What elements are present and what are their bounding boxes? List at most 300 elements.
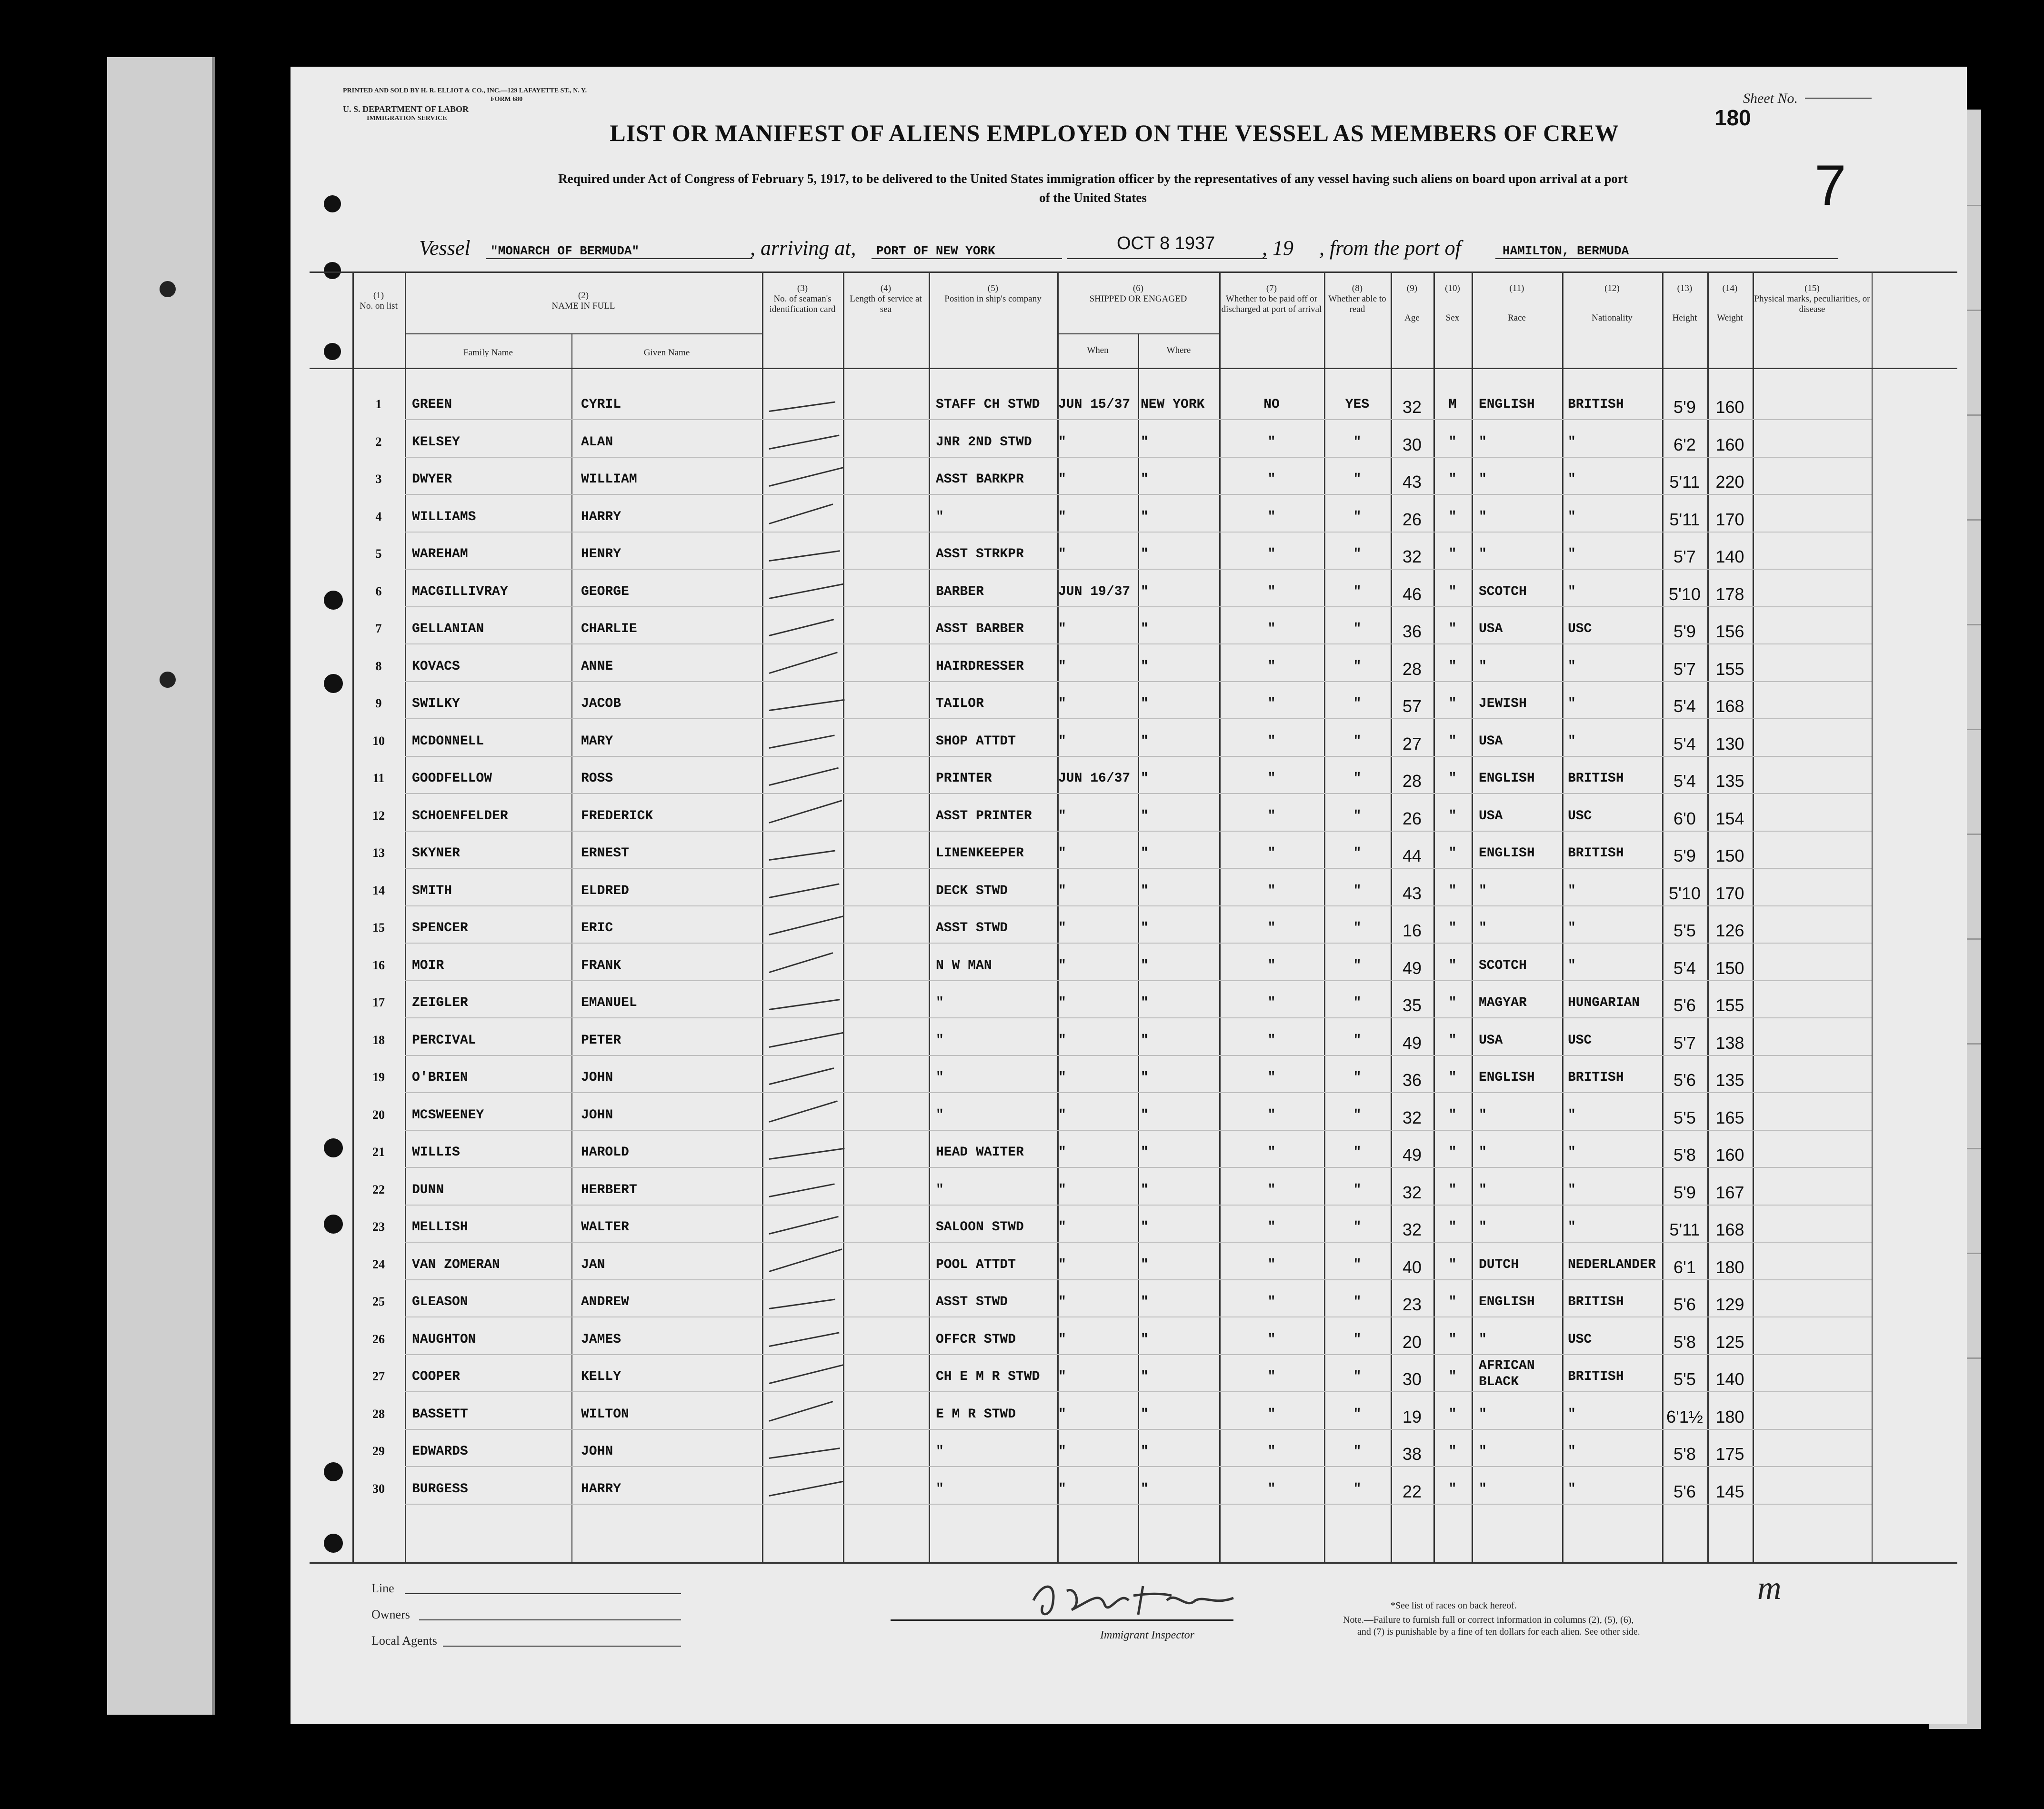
- cell-where: ": [1141, 1332, 1149, 1347]
- cell-family: DUNN: [412, 1182, 444, 1197]
- cell-height: 5'8: [1673, 1145, 1696, 1165]
- cell-nationality: ": [1568, 1407, 1576, 1422]
- cell-age: 19: [1402, 1407, 1422, 1427]
- cell-race: DUTCH: [1479, 1257, 1519, 1272]
- vessel-underline: [486, 258, 752, 259]
- cell-sex: ": [1448, 883, 1457, 898]
- cell-family: VAN ZOMERAN: [412, 1257, 500, 1272]
- cell-position: E M R STWD: [936, 1407, 1016, 1422]
- cell-position: ": [936, 1481, 944, 1497]
- cell-given: FRANK: [581, 958, 621, 973]
- cell-position: ASST STWD: [936, 1295, 1008, 1309]
- cell-family: SCHOENFELDER: [412, 808, 508, 824]
- col-age-header: (9) Age: [1404, 283, 1420, 323]
- cell-paid: ": [1267, 696, 1276, 711]
- cell-position: LINENKEEPER: [936, 846, 1024, 861]
- cell-when: ": [1058, 434, 1066, 450]
- binding-strip: [107, 57, 215, 1715]
- cell-family: O'BRIEN: [412, 1070, 468, 1085]
- cell-where: ": [1141, 509, 1149, 524]
- cell-weight: 150: [1715, 846, 1744, 865]
- arrival-port: PORT OF NEW YORK: [876, 244, 995, 258]
- cell-where: ": [1141, 659, 1149, 674]
- cell-age: 43: [1402, 472, 1422, 492]
- cell-paid: ": [1267, 584, 1276, 599]
- date-underline: [1067, 258, 1267, 259]
- cell-given: JOHN: [581, 1107, 613, 1123]
- col-sex-header: (10) Sex: [1445, 283, 1460, 323]
- cell-family: MCDONNELL: [412, 734, 484, 749]
- row-rule: [405, 1055, 1872, 1056]
- idcard-checkmark: [769, 999, 840, 1010]
- cell-given: HARRY: [581, 1481, 621, 1497]
- cell-weight: 154: [1715, 808, 1744, 828]
- cell-paid: ": [1267, 995, 1276, 1010]
- cell-no: 9: [375, 696, 382, 710]
- cell-where: ": [1141, 1145, 1149, 1160]
- cell-height: 5'9: [1673, 397, 1696, 417]
- cell-family: BURGESS: [412, 1481, 468, 1497]
- cell-position: N W MAN: [936, 958, 992, 973]
- cell-sex: ": [1448, 921, 1457, 935]
- cell-age: 28: [1402, 659, 1422, 679]
- cell-when: ": [1058, 734, 1066, 749]
- punch-hole: [324, 1534, 343, 1553]
- cell-position: ": [936, 1033, 944, 1048]
- cell-weight: 126: [1715, 921, 1744, 940]
- cell-given: ELDRED: [581, 883, 629, 898]
- cell-age: 26: [1402, 808, 1422, 828]
- cell-read: ": [1353, 734, 1362, 749]
- cell-sex: ": [1448, 622, 1457, 636]
- cell-no: 11: [372, 771, 385, 785]
- races-note: *See list of races on back hereof.: [1391, 1600, 1517, 1611]
- cell-where: ": [1141, 584, 1149, 599]
- row-rule: [405, 1242, 1872, 1243]
- row-rule: [405, 1167, 1872, 1168]
- cell-no: 24: [372, 1257, 385, 1271]
- cell-paid: ": [1267, 1033, 1276, 1048]
- cell-no: 18: [372, 1033, 385, 1047]
- cell-position: ASST PRINTER: [936, 808, 1032, 824]
- penalty-note-2: and (7) is punishable by a fine of ten dollars for each alien. See other side.: [1357, 1627, 1640, 1637]
- idcard-checkmark: [769, 883, 840, 898]
- col-service-header: (4) Length of service at sea: [850, 283, 922, 314]
- cell-family: ZEIGLER: [412, 995, 468, 1010]
- cell-read: YES: [1345, 397, 1370, 412]
- cell-position: DECK STWD: [936, 883, 1008, 898]
- cell-read: ": [1353, 808, 1362, 824]
- cell-read: ": [1353, 1332, 1362, 1347]
- col-height-header: (13) Height: [1672, 283, 1697, 323]
- cell-nationality: ": [1568, 1145, 1576, 1160]
- idcard-checkmark: [769, 1480, 844, 1496]
- cell-paid: NO: [1263, 397, 1280, 412]
- cell-where: ": [1141, 1182, 1149, 1197]
- cell-where: ": [1141, 921, 1149, 935]
- cell-position: CH E M R STWD: [936, 1369, 1040, 1384]
- from-port: HAMILTON, BERMUDA: [1503, 244, 1629, 258]
- cell-race: ENGLISH: [1479, 846, 1535, 861]
- cell-given: HENRY: [581, 547, 621, 562]
- cell-where: ": [1141, 622, 1149, 636]
- cell-paid: ": [1267, 1107, 1276, 1123]
- col-name-header: (2) NAME IN FULL: [551, 291, 615, 311]
- row-rule: [405, 419, 1872, 420]
- cell-given: WILTON: [581, 1407, 629, 1422]
- cell-given: WILLIAM: [581, 472, 637, 487]
- cell-race: ENGLISH: [1479, 771, 1535, 786]
- name-subrule: [405, 333, 762, 334]
- cell-sex: ": [1448, 584, 1457, 599]
- idcard-checkmark: [769, 402, 835, 412]
- cell-nationality: BRITISH: [1568, 846, 1624, 861]
- cell-given: MARY: [581, 734, 613, 749]
- cell-weight: 160: [1715, 1145, 1744, 1165]
- cell-age: 35: [1402, 995, 1422, 1015]
- cell-age: 43: [1402, 883, 1422, 903]
- cell-where: ": [1141, 1107, 1149, 1123]
- row-rule: [405, 1429, 1872, 1430]
- row-rule: [405, 868, 1872, 869]
- cell-sex: ": [1448, 696, 1457, 711]
- cell-position: SALOON STWD: [936, 1220, 1024, 1235]
- cell-race: ": [1479, 1145, 1487, 1160]
- punch-hole: [324, 674, 343, 693]
- cell-given: PETER: [581, 1033, 621, 1048]
- idcard-checkmark: [769, 1032, 844, 1047]
- cell-sex: ": [1448, 1107, 1457, 1123]
- cell-age: 44: [1402, 846, 1422, 865]
- cell-given: GEORGE: [581, 584, 629, 599]
- cell-nationality: ": [1568, 1444, 1576, 1459]
- cell-family: EDWARDS: [412, 1444, 468, 1459]
- cell-family: SWILKY: [412, 696, 460, 711]
- cell-no: 17: [372, 995, 385, 1009]
- row-rule: [405, 756, 1872, 757]
- cell-paid: ": [1267, 771, 1276, 786]
- cell-where: ": [1141, 1257, 1149, 1272]
- cell-family: GLEASON: [412, 1295, 468, 1309]
- cell-when: ": [1058, 1369, 1066, 1384]
- cell-race: ": [1479, 883, 1487, 898]
- punch-hole: [324, 1138, 343, 1157]
- cell-position: PRINTER: [936, 771, 992, 786]
- cell-no: 28: [372, 1407, 385, 1421]
- cell-paid: ": [1267, 846, 1276, 861]
- cell-weight: 129: [1715, 1295, 1744, 1314]
- cell-height: 6'1½: [1666, 1407, 1703, 1427]
- idcard-checkmark: [769, 767, 839, 786]
- cell-weight: 220: [1715, 472, 1744, 492]
- cell-no: 27: [372, 1369, 385, 1383]
- cell-weight: 160: [1715, 434, 1744, 454]
- cell-height: 5'7: [1673, 547, 1696, 566]
- cell-race: USA: [1479, 1033, 1503, 1048]
- cell-no: 29: [372, 1444, 385, 1458]
- form-subtitle: Required under Act of Congress of February 5, 1917, to be delivered to the United States immigration officer by the representatives of any vessel having such aliens on board upon arrival at a port of the United States: [558, 171, 1628, 205]
- cell-position: ": [936, 509, 944, 524]
- row-rule: [405, 457, 1872, 458]
- idcard-checkmark: [769, 583, 844, 599]
- cell-where: ": [1141, 1444, 1149, 1459]
- cell-family: KELSEY: [412, 434, 460, 450]
- cell-no: 7: [375, 622, 382, 635]
- idcard-checkmark: [769, 1364, 843, 1384]
- col-nationality-header: (12) Nationality: [1592, 283, 1633, 323]
- cell-sex: ": [1448, 1481, 1457, 1497]
- vessel-name: "MONARCH OF BERMUDA": [491, 244, 640, 258]
- cell-age: 20: [1402, 1332, 1422, 1352]
- idcard-checkmark: [769, 699, 845, 711]
- cell-no: 23: [372, 1220, 385, 1234]
- cell-paid: ": [1267, 472, 1276, 487]
- cell-height: 5'5: [1673, 1369, 1696, 1389]
- cell-sex: ": [1448, 1257, 1457, 1272]
- cell-given: WALTER: [581, 1220, 629, 1235]
- cell-paid: ": [1267, 547, 1276, 562]
- idcard-checkmark: [769, 1067, 834, 1085]
- cell-when: ": [1058, 995, 1066, 1010]
- cell-race: ": [1479, 1182, 1487, 1197]
- cell-position: ASST BARKPR: [936, 472, 1024, 487]
- cell-weight: 178: [1715, 584, 1744, 604]
- cell-read: ": [1353, 584, 1362, 599]
- cell-where: ": [1141, 846, 1149, 861]
- row-rule: [405, 943, 1872, 944]
- col-no-header: (1) No. on list: [360, 291, 398, 311]
- cell-where: ": [1141, 995, 1149, 1010]
- cell-race: ENGLISH: [1479, 1295, 1535, 1309]
- cell-given: JOHN: [581, 1070, 613, 1085]
- manifest-page: [291, 67, 1967, 1724]
- col-rule: [1057, 271, 1059, 1562]
- cell-age: 32: [1402, 397, 1422, 417]
- cell-read: ": [1353, 472, 1362, 487]
- cell-where: ": [1141, 1220, 1149, 1235]
- cell-age: 49: [1402, 1145, 1422, 1165]
- cell-position: ": [936, 1070, 944, 1085]
- cell-nationality: ": [1568, 921, 1576, 935]
- idcard-checkmark: [769, 1183, 835, 1197]
- printer-line: PRINTED AND SOLD BY H. R. ELLIOT & CO., INC.—129 LAFAYETTE ST., N. Y.: [343, 87, 587, 94]
- cell-paid: ": [1267, 1257, 1276, 1272]
- cell-position: SHOP ATTDT: [936, 734, 1016, 749]
- cell-paid: ": [1267, 622, 1276, 636]
- cell-no: 13: [372, 846, 385, 860]
- cell-given: ANDREW: [581, 1295, 629, 1309]
- cell-when: ": [1058, 1257, 1066, 1272]
- idcard-checkmark: [769, 1332, 840, 1347]
- cell-sex: ": [1448, 472, 1457, 487]
- cell-nationality: ": [1568, 659, 1576, 674]
- cell-height: 5'6: [1673, 995, 1696, 1015]
- cell-sex: M: [1448, 397, 1457, 412]
- cell-nationality: ": [1568, 1107, 1576, 1123]
- cell-age: 36: [1402, 1070, 1422, 1090]
- cell-paid: ": [1267, 509, 1276, 524]
- table-top-rule: [310, 271, 1957, 273]
- cell-family: MELLISH: [412, 1220, 468, 1235]
- cell-height: 5'4: [1673, 696, 1696, 716]
- row-rule: [405, 569, 1872, 570]
- cell-weight: 165: [1715, 1107, 1744, 1127]
- cell-paid: ": [1267, 1070, 1276, 1085]
- penalty-note: Note.—Failure to furnish full or correct information in columns (2), (5), (6),: [1343, 1615, 1634, 1625]
- cell-no: 5: [375, 547, 382, 561]
- line-label: Line: [371, 1581, 394, 1595]
- cell-read: ": [1353, 1257, 1362, 1272]
- cell-weight: 140: [1715, 1369, 1744, 1389]
- col-paid-header: (7) Whether to be paid off or discharged at port of arrival: [1221, 283, 1322, 314]
- cell-height: 5'11: [1669, 472, 1700, 492]
- idcard-checkmark: [769, 619, 834, 636]
- cell-family: GREEN: [412, 397, 452, 412]
- cell-nationality: ": [1568, 434, 1576, 450]
- cell-age: 32: [1402, 1107, 1422, 1127]
- cell-race: USA: [1479, 734, 1503, 749]
- cell-paid: ": [1267, 659, 1276, 674]
- cell-when: ": [1058, 1145, 1066, 1160]
- cell-given: HARRY: [581, 509, 621, 524]
- cell-age: 46: [1402, 584, 1422, 604]
- cell-race: ": [1479, 547, 1487, 562]
- col-given-header: Given Name: [643, 348, 690, 358]
- cell-nationality: ": [1568, 696, 1576, 711]
- cell-when: ": [1058, 1070, 1066, 1085]
- idcard-checkmark: [769, 1248, 842, 1272]
- cell-sex: ": [1448, 734, 1457, 749]
- cell-weight: 155: [1715, 995, 1744, 1015]
- col-marks-header: (15) Physical marks, peculiarities, or disease: [1754, 283, 1870, 314]
- cell-height: 5'4: [1673, 734, 1696, 754]
- cell-age: 49: [1402, 1033, 1422, 1053]
- cell-paid: ": [1267, 1332, 1276, 1347]
- cell-race: AFRICAN BLACK: [1479, 1358, 1535, 1389]
- idcard-checkmark: [769, 652, 838, 674]
- cell-read: ": [1353, 995, 1362, 1010]
- cell-given: KELLY: [581, 1369, 621, 1384]
- cell-when: ": [1058, 1033, 1066, 1048]
- cell-family: GELLANIAN: [412, 622, 484, 636]
- cell-paid: ": [1267, 1145, 1276, 1160]
- cell-nationality: USC: [1568, 622, 1592, 636]
- cell-given: ERIC: [581, 921, 613, 935]
- cell-age: 28: [1402, 771, 1422, 791]
- cell-race: ": [1479, 1220, 1487, 1235]
- sheet-underline: [1805, 98, 1872, 99]
- row-rule: [405, 681, 1872, 682]
- cell-age: 32: [1402, 547, 1422, 566]
- idcard-checkmark: [769, 1299, 835, 1309]
- cell-when: ": [1058, 696, 1066, 711]
- row-rule: [405, 1354, 1872, 1355]
- cell-position: POOL ATTDT: [936, 1257, 1016, 1272]
- cell-sex: ": [1448, 509, 1457, 524]
- cell-age: 27: [1402, 734, 1422, 754]
- row-rule: [405, 718, 1872, 719]
- cell-family: KOVACS: [412, 659, 460, 674]
- cell-nationality: ": [1568, 1220, 1576, 1235]
- cell-height: 5'10: [1669, 883, 1701, 903]
- punch-hole: [324, 195, 341, 212]
- cell-when: ": [1058, 1295, 1066, 1309]
- cell-no: 14: [372, 883, 385, 897]
- cell-no: 4: [375, 509, 382, 523]
- col-rule: [1707, 271, 1709, 1562]
- cell-no: 22: [372, 1182, 385, 1196]
- cell-position: BARBER: [936, 584, 984, 599]
- col-race-header: (11) Race: [1508, 283, 1526, 323]
- cell-position: TAILOR: [936, 696, 984, 711]
- cell-weight: 175: [1715, 1444, 1744, 1464]
- cell-position: ASST BARBER: [936, 622, 1024, 636]
- cell-nationality: BRITISH: [1568, 1070, 1624, 1085]
- cell-when: ": [1058, 547, 1066, 562]
- cell-no: 10: [372, 734, 385, 748]
- cell-nationality: BRITISH: [1568, 1369, 1624, 1384]
- cell-race: ": [1479, 1332, 1487, 1347]
- cell-height: 5'6: [1673, 1481, 1696, 1501]
- punch-hole: [324, 1462, 343, 1481]
- col-where-header: Where: [1166, 345, 1191, 355]
- cell-paid: ": [1267, 734, 1276, 749]
- cell-read: ": [1353, 1182, 1362, 1197]
- cell-read: ": [1353, 1295, 1362, 1309]
- cell-paid: ": [1267, 1295, 1276, 1309]
- cell-sex: ": [1448, 1182, 1457, 1197]
- form-title: LIST OR MANIFEST OF ALIENS EMPLOYED ON THE VESSEL AS MEMBERS OF CREW: [610, 120, 1619, 146]
- cell-family: WILLIS: [412, 1145, 460, 1160]
- cell-nationality: ": [1568, 734, 1576, 749]
- cell-position: ": [936, 1444, 944, 1459]
- table-bottom-rule: [310, 1562, 1957, 1564]
- cell-when: ": [1058, 1444, 1066, 1459]
- vessel-label: Vessel: [419, 236, 471, 260]
- cell-where: ": [1141, 771, 1149, 786]
- col-rule: [929, 271, 930, 1562]
- col-idcard-header: (3) No. of seaman's identification card: [769, 283, 836, 314]
- cell-position: ": [936, 995, 944, 1010]
- cell-nationality: USC: [1568, 1332, 1592, 1347]
- cell-weight: 130: [1715, 734, 1744, 754]
- cell-when: ": [1058, 1481, 1066, 1497]
- cell-given: CYRIL: [581, 397, 621, 412]
- cell-read: ": [1353, 547, 1362, 562]
- owners-underline: [419, 1619, 681, 1620]
- cell-age: 16: [1402, 921, 1422, 940]
- cell-read: ": [1353, 921, 1362, 935]
- cell-age: 22: [1402, 1481, 1422, 1501]
- cell-when: ": [1058, 1220, 1066, 1235]
- cell-position: HAIRDRESSER: [936, 659, 1024, 674]
- cell-when: ": [1058, 846, 1066, 861]
- cell-weight: 167: [1715, 1182, 1744, 1202]
- cell-paid: ": [1267, 958, 1276, 973]
- cell-weight: 160: [1715, 397, 1744, 417]
- cell-weight: 168: [1715, 1220, 1744, 1239]
- header-bottom-rule: [310, 368, 1957, 369]
- cell-paid: ": [1267, 921, 1276, 935]
- cell-sex: ": [1448, 1295, 1457, 1309]
- cell-age: 26: [1402, 509, 1422, 529]
- cell-family: MOIR: [412, 958, 444, 973]
- cell-age: 32: [1402, 1220, 1422, 1239]
- cell-height: 5'7: [1673, 1033, 1696, 1053]
- cell-weight: 145: [1715, 1481, 1744, 1501]
- cell-sex: ": [1448, 1332, 1457, 1347]
- cell-read: ": [1353, 771, 1362, 786]
